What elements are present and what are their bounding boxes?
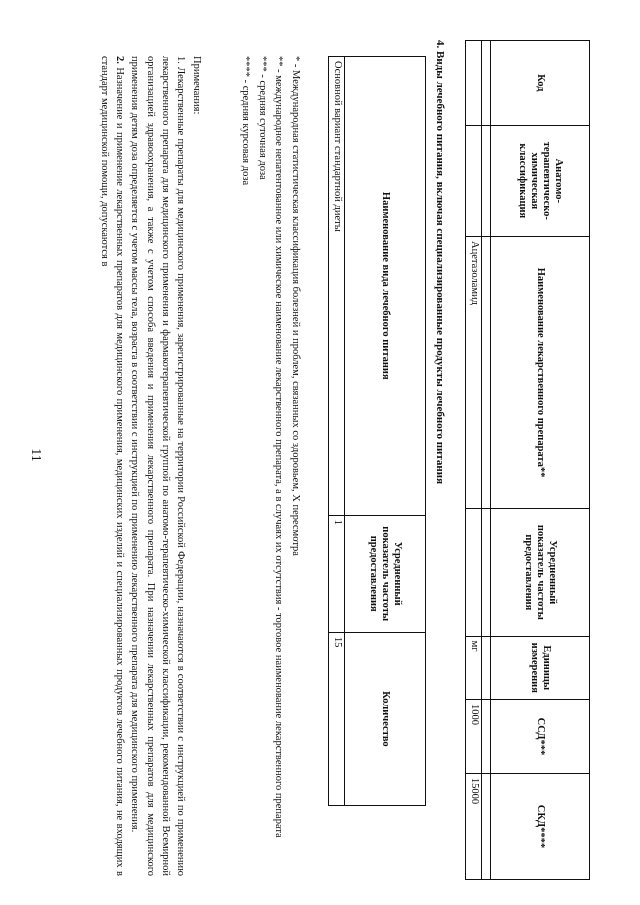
note-2-text: Назначение и применение лекарственных препаратов для медицинского применения, медицинских изделий и специализированных продуктов лечебного питания, не входящих в стандарт медицинской помощи, допускаются в (98, 56, 126, 876)
header-frequency: Усредненный показатель частоты предоставления (491, 509, 590, 636)
cell-drug-name: Ацетазоламид (466, 237, 482, 509)
header-atc: Анатомо-терапевтическо-химическая классификация (491, 125, 590, 236)
footnote-3: *** - средняя суточная доза (256, 56, 268, 180)
cell-ssd: 1000 (466, 700, 482, 774)
footnote-4: **** - средняя курсовая доза (239, 56, 251, 186)
header-diet-name: Наименование вида лечебного питания (345, 57, 426, 516)
page-number: 11 (28, 448, 43, 462)
cell-frequency (466, 509, 482, 636)
header-diet-frequency: Усредненный показатель частоты предоставления (345, 515, 426, 632)
rotated-page-content (60, 40, 590, 880)
cell-code (466, 41, 482, 126)
header-units: Единицы измерения (491, 636, 590, 699)
cell-diet-name: Основной вариант стандартной диеты (329, 57, 345, 516)
header-code: Код (491, 41, 590, 126)
cell-diet-frequency: 1 (329, 515, 345, 632)
header-ssd: ССД*** (491, 700, 590, 774)
cell-quantity: 15 (329, 632, 345, 805)
section-heading: 4. Виды лечебного питания, включая специализированные продукты лечебного питания (434, 40, 446, 485)
table-row (329, 57, 345, 806)
drug-table (465, 40, 590, 880)
footnotes (235, 56, 302, 876)
cell-atc (466, 125, 482, 236)
header-skd: СКД**** (491, 773, 590, 879)
note-2 (97, 56, 127, 876)
note-1: 1. Лекарственные препараты для медицинского применения, зарегистрированные на территории Российской Федерации, назначаются в соответствии с инструкцией по применению лекарственного препарата для медицинского применения и фармакотерапевтической группой по анатомо-терапевтическо-химической классификации, рекомендованной Всемирной организацией здравоохранения, а также с учетом способа введения и применения лекарственного препарата. При назначении лекарственных препаратов для медицинского применения детям доза определяется с учетом массы тела, возраста в соответствии с инструкцией по применению лекарственного препарата для медицинского применения. (129, 56, 186, 876)
footnote-1: * - Международная статистическая классификация болезней и проблем, связанных со здоровьем, X пересмотра (290, 56, 301, 556)
note-2-number: 2. (114, 56, 126, 64)
drug-table-header-row (491, 41, 590, 880)
cell-units: мг (466, 636, 482, 699)
cell-skd: 15000 (466, 773, 482, 879)
table-row (466, 41, 482, 880)
notes-title: Примечания: (191, 56, 202, 115)
footnote-2: ** - международное непатентованное или химическое наименование лекарственного препарата, а в случаях их отсутствия - торговое наименование лекарственного препарата (273, 56, 285, 838)
notes (97, 56, 188, 876)
nutrition-table-header-row (345, 57, 426, 806)
nutrition-table (328, 56, 426, 806)
header-drug-name: Наименование лекарственного препарата** (491, 237, 590, 509)
header-quantity: Количество (345, 632, 426, 805)
table-row (482, 41, 491, 880)
